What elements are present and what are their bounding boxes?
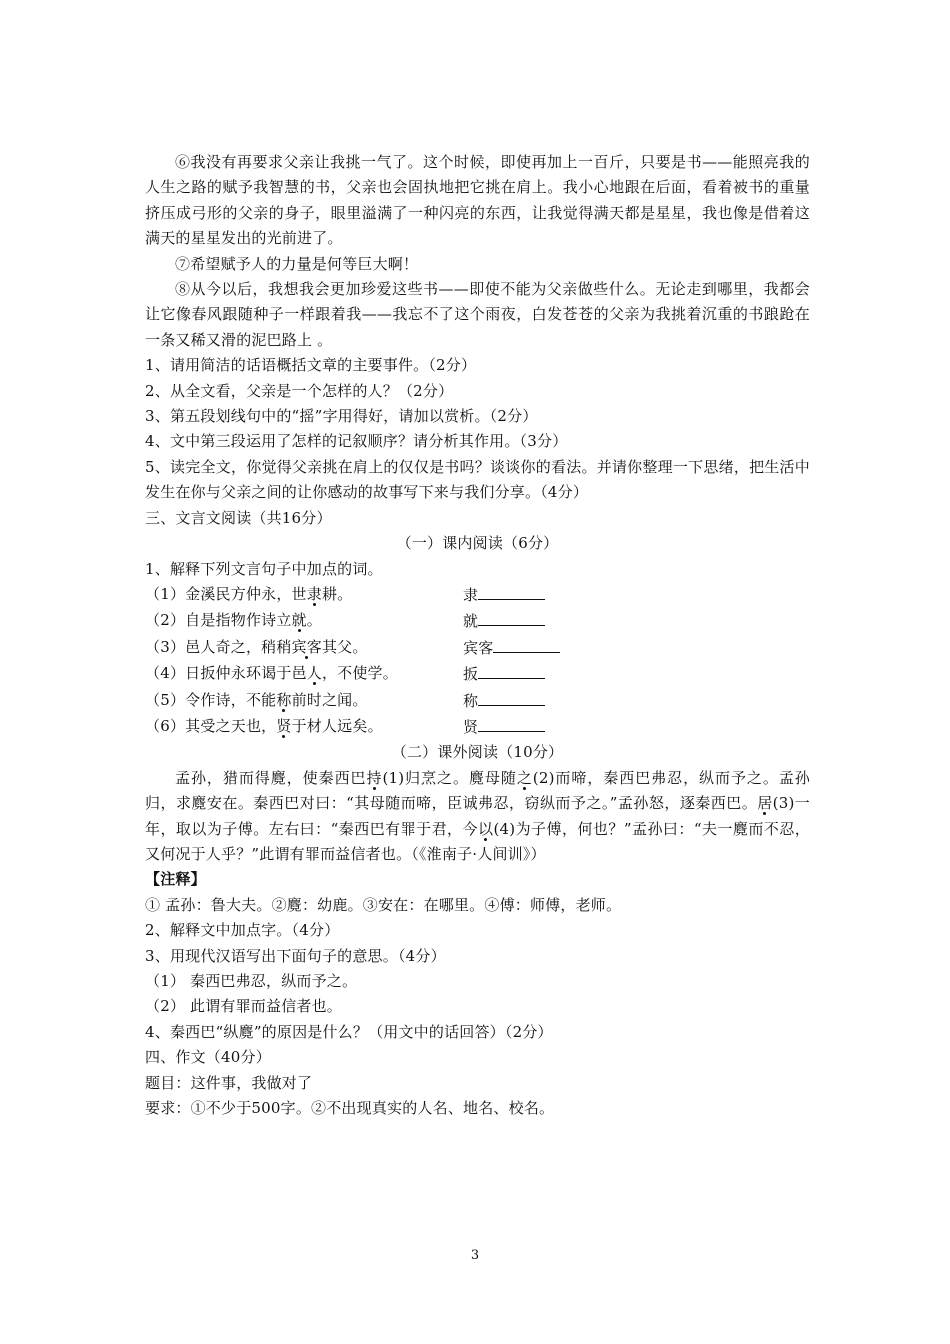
explain-item bbox=[145, 608, 810, 634]
item-text: 前时之闻。 bbox=[291, 690, 368, 709]
answer-blank[interactable] bbox=[493, 635, 560, 653]
item-text: 其父。 bbox=[321, 637, 368, 656]
notes-heading: 【注释】 bbox=[145, 870, 206, 889]
dotted-char: 贤 bbox=[276, 716, 292, 735]
item-text: ，不使学。 bbox=[321, 664, 398, 683]
item-text: （1）金溪民方仲永，世 bbox=[145, 584, 307, 603]
item-word: 扳 bbox=[463, 665, 479, 684]
item-text: （2）自是指物作诗立 bbox=[145, 611, 292, 630]
passage-text: (3)一年，取以为子傅。左右曰：“秦西巴有罪于君，今 bbox=[145, 794, 810, 838]
explain-item bbox=[145, 714, 810, 740]
dotted-char: 持 bbox=[366, 768, 383, 787]
essay-requirements: 要求：①不少于500字。②不出现真实的人名、地名、校名。 bbox=[145, 1099, 555, 1118]
answer-blank[interactable] bbox=[478, 661, 545, 679]
subsection-1-heading: （一）课内阅读（6分） bbox=[396, 534, 559, 553]
item-text: （6）其受之天也， bbox=[145, 716, 277, 735]
answer-blank[interactable] bbox=[478, 608, 545, 626]
dotted-char: 就 bbox=[291, 611, 307, 630]
explain-item bbox=[145, 582, 810, 608]
item-text: 于材人远矣。 bbox=[291, 716, 383, 735]
classical-passage bbox=[145, 766, 810, 868]
page-number: 3 bbox=[470, 1248, 480, 1263]
question-5: 5、读完全文，你觉得父亲挑在肩上的仅仅是书吗？谈谈你的看法。并请你整理一下思绪，把生活中发生在你与父亲之间的让你感动的故事写下来与我们分享。（4分） bbox=[145, 457, 810, 502]
classical-question-4: 4、秦西巴“纵麑”的原因是什么？（用文中的话回答）（2分） bbox=[145, 1022, 553, 1041]
passage-text: (1)归烹之。麑母随 bbox=[382, 768, 517, 787]
passage-text: 孟孙，猎而得麑，使秦西巴 bbox=[175, 768, 367, 787]
explain-item bbox=[145, 688, 810, 714]
answer-blank[interactable] bbox=[478, 582, 545, 600]
classical-question-1: 1、解释下列文言句子中加点的词。 bbox=[145, 559, 383, 578]
item-word: 隶 bbox=[463, 585, 479, 604]
translate-sentence: 秦西巴弗忍，纵而予之。 bbox=[190, 972, 358, 990]
dotted-char: 人 bbox=[306, 664, 322, 683]
question-4: 4、文中第三段运用了怎样的记叙顺序？请分析其作用。（3分） bbox=[145, 432, 568, 451]
question-3: 3、第五段划线句中的“摇”字用得好，请加以赏析。（2分） bbox=[145, 407, 538, 426]
question-2: 2、从全文看，父亲是一个怎样的人？（2分） bbox=[145, 381, 454, 400]
paragraph-7: ⑦希望赋予人的力量是何等巨大啊！ bbox=[175, 254, 419, 273]
item-word: 贤 bbox=[463, 717, 479, 736]
classical-question-3: 3、用现代汉语写出下面句子的意思。（4分） bbox=[145, 946, 446, 965]
section-4-heading: 四、作文（40分） bbox=[145, 1048, 271, 1067]
item-text: 。 bbox=[306, 611, 322, 630]
paragraph-8: ⑧从今以后，我想我会更加珍爱这些书——即使不能为父亲做些什么。无论走到哪里，我都会让它像春风跟随种子一样跟着我——我忘不了这个雨夜，白发苍苍的父亲为我挑着沉重的书踉跄在一条又稀又滑的泥巴路上 。 bbox=[145, 280, 810, 349]
dotted-char: 之 bbox=[516, 768, 533, 787]
question-1: 1、请用简洁的话语概括文章的主要事件。（2分） bbox=[145, 356, 477, 375]
document-body bbox=[145, 150, 810, 1121]
dotted-char: 以 bbox=[477, 819, 494, 838]
notes-text: ① 孟孙：鲁大夫。②麑：幼鹿。③安在：在哪里。④傅：师傅，老师。 bbox=[145, 895, 622, 914]
item-text: 耕。 bbox=[321, 584, 353, 603]
classical-question-2: 2、解释文中加点字。（4分） bbox=[145, 921, 340, 940]
passage-text: (4)为子傅，何也？”孟孙曰：“夫一麑而不忍，又何况于人乎？”此谓有罪而益信者也。（《淮南子·人间训》） bbox=[145, 819, 811, 863]
dotted-char: 宾客 bbox=[291, 637, 322, 656]
paragraph-6: ⑥我没有再要求父亲让我挑一气了。这个时候，即使再加上一百斤，只要是书——能照亮我的人生之路的赋予我智慧的书，父亲也会固执地把它挑在肩上。我小心地跟在后面，看着被书的重量挤压成弓形的父亲的身子，眼里溢满了一种闪亮的东西，让我觉得满天都是星星，我也像是借着这满天的星星发出的光前进了。 bbox=[145, 153, 810, 248]
translate-sentence: 此谓有罪而益信者也。 bbox=[190, 997, 343, 1016]
translate-item-2 bbox=[145, 994, 810, 1019]
item-text: （3）邑人奇之，稍稍 bbox=[145, 637, 292, 656]
item-word: 宾客 bbox=[463, 638, 494, 657]
item-word: 称 bbox=[463, 691, 479, 710]
translate-item-1 bbox=[145, 969, 810, 994]
explain-item bbox=[145, 661, 810, 687]
dotted-char: 称 bbox=[276, 690, 292, 709]
dotted-char: 居 bbox=[757, 794, 773, 813]
answer-blank[interactable] bbox=[478, 714, 545, 732]
item-number: （1） bbox=[145, 972, 186, 990]
item-text: （4）日扳仲永环谒于邑 bbox=[145, 664, 307, 683]
subsection-2-heading: （二）课外阅读（10分） bbox=[391, 743, 564, 762]
answer-blank[interactable] bbox=[478, 688, 545, 706]
item-word: 就 bbox=[463, 612, 479, 631]
item-text: （5）令作诗，不能 bbox=[145, 690, 277, 709]
essay-topic: 题目：这件事，我做对了 bbox=[145, 1073, 313, 1092]
explain-item bbox=[145, 635, 810, 661]
dotted-char: 隶 bbox=[306, 584, 322, 603]
section-3-heading: 三、文言文阅读（共16分） bbox=[145, 508, 332, 527]
item-number: （2） bbox=[145, 997, 186, 1016]
passage-text: (2)而啼，秦西巴弗忍，纵而予之。孟孙归，求麑安在。秦西巴对曰：“其母随而啼，臣诚弗忍，窃纵而予之。”孟孙怒，逐秦西巴。 bbox=[145, 768, 811, 813]
